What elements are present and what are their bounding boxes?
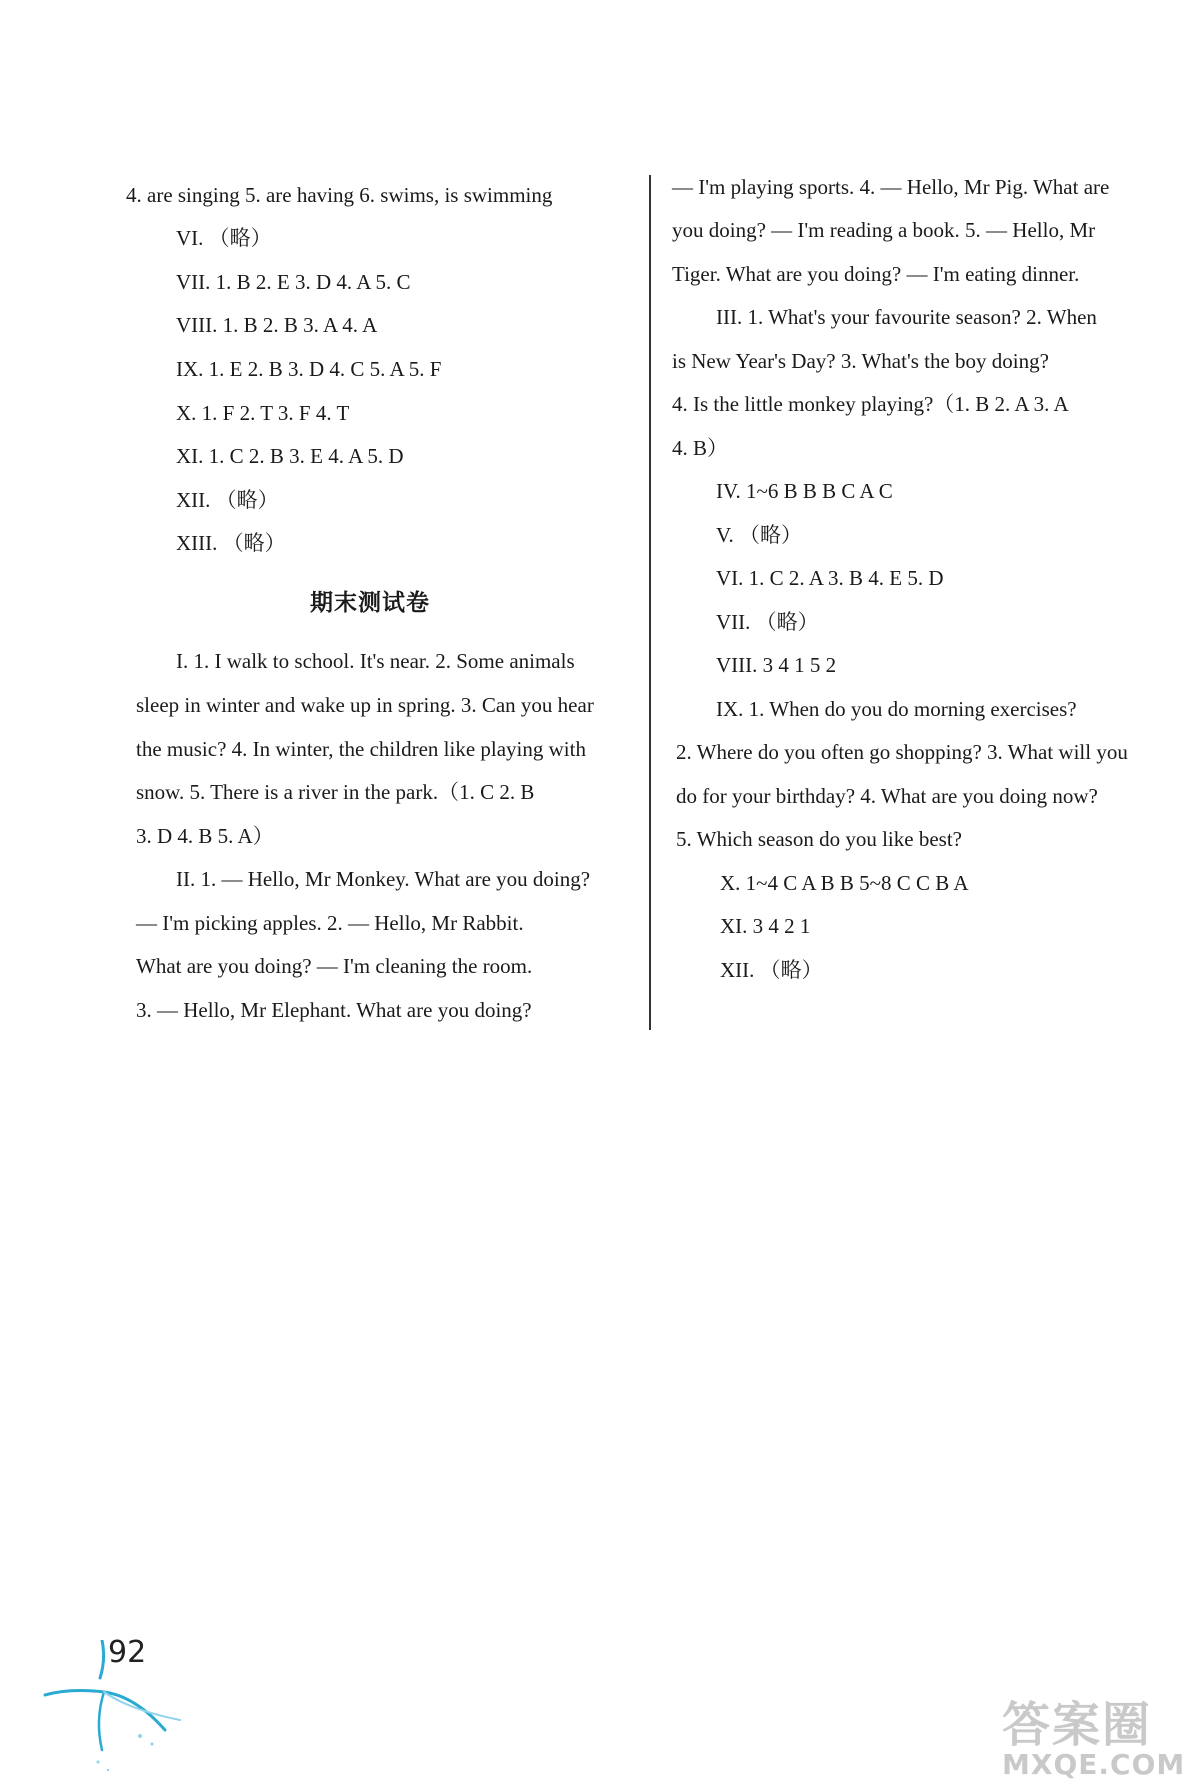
answer-line: VI. 1. C 2. A 3. B 4. E 5. D [716,566,944,590]
page-number: 92 [108,1635,147,1670]
answer-line: XIII. （略） [176,531,286,555]
answer-line: VI. （略） [176,226,272,250]
answer-line: 2. Where do you often go shopping? 3. What will you [676,740,1128,764]
answer-line: XI. 3 4 2 1 [720,914,811,938]
section-title: 期末测试卷 [310,590,430,616]
answer-line: XI. 1. C 2. B 3. E 4. A 5. D [176,444,404,468]
column-divider [649,175,651,1030]
answer-line: What are you doing? — I'm cleaning the room. [136,954,533,978]
answer-line: VII. （略） [716,610,819,634]
answer-line: the music? 4. In winter, the children like playing with [136,737,586,761]
answer-line: — I'm picking apples. 2. — Hello, Mr Rabbit. [136,911,524,935]
answer-line: I. 1. I walk to school. It's near. 2. Some animals [176,649,575,673]
answer-line: X. 1. F 2. T 3. F 4. T [176,401,350,425]
answer-line: 4. are singing 5. are having 6. swims, is swimming [126,183,553,207]
answer-line: 4. Is the little monkey playing?（1. B 2. A 3. A [672,392,1069,416]
answer-line: IV. 1~6 B B B C A C [716,479,893,503]
answer-line: IX. 1. E 2. B 3. D 4. C 5. A 5. F [176,357,442,381]
answer-line: do for your birthday? 4. What are you doing now? [676,784,1098,808]
watermark-logo: 答案圈 [1002,1697,1153,1753]
answer-line: you doing? — I'm reading a book. 5. — Hello, Mr [672,218,1096,242]
answer-line: Tiger. What are you doing? — I'm eating dinner. [672,262,1080,286]
answer-line: VIII. 1. B 2. B 3. A 4. A [176,313,378,337]
answer-line: sleep in winter and wake up in spring. 3. Can you hear [136,693,594,717]
watermark-url: MXQE.COM [1002,1748,1186,1781]
answer-line: — I'm playing sports. 4. — Hello, Mr Pig. What are [672,175,1110,199]
answer-line: V. （略） [716,523,802,547]
answer-line: X. 1~4 C A B B 5~8 C C B A [720,871,969,895]
answer-line: is New Year's Day? 3. What's the boy doing? [672,349,1049,373]
answer-line: 5. Which season do you like best? [676,827,962,851]
answer-line: XII. （略） [720,958,823,982]
answer-line: 3. — Hello, Mr Elephant. What are you doing? [136,998,532,1022]
watermark [1002,1697,1186,1781]
answer-line: 3. D 4. B 5. A） [136,824,274,848]
answer-line: snow. 5. There is a river in the park.（1. C 2. B [136,780,535,804]
answer-line: 4. B） [672,436,729,460]
answer-line: VII. 1. B 2. E 3. D 4. A 5. C [176,270,411,294]
answer-line: IX. 1. When do you do morning exercises? [716,697,1077,721]
answer-line: XII. （略） [176,488,279,512]
answer-line: VIII. 3 4 1 5 2 [716,653,837,677]
answer-line: II. 1. — Hello, Mr Monkey. What are you doing? [176,867,591,891]
answer-line: III. 1. What's your favourite season? 2. When [716,305,1097,329]
